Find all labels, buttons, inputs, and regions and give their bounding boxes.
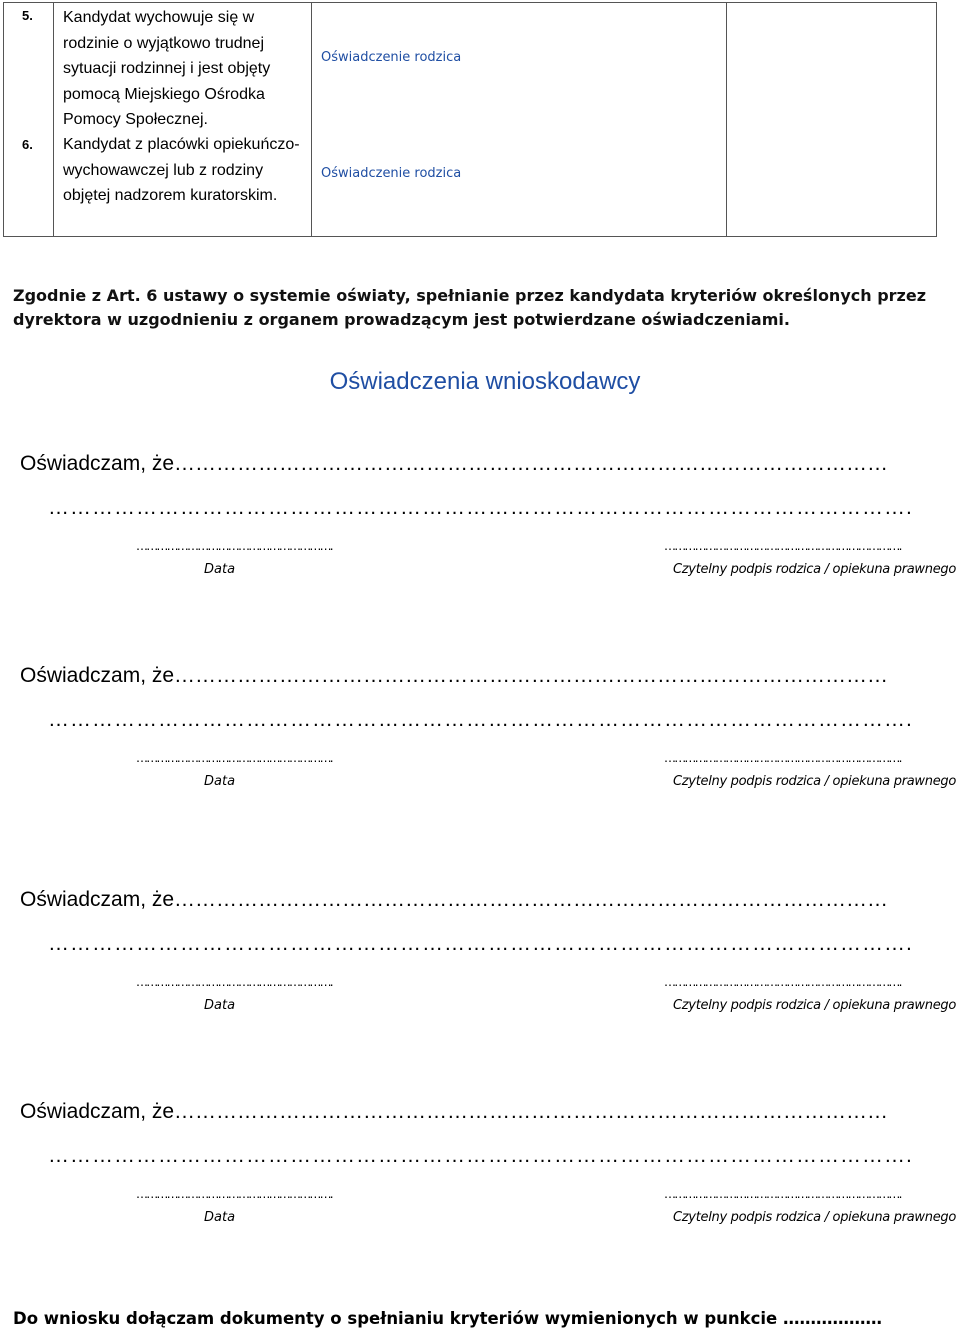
date-field[interactable]: …………………………………………………. <box>136 751 332 765</box>
signature-label: Czytelny podpis rodzica / opiekuna prawnego <box>673 562 956 577</box>
declaration-block <box>0 663 960 863</box>
document-text: Oświadczenie rodzica <box>321 166 462 181</box>
section-title: Oświadczenia wnioskodawcy <box>329 368 641 395</box>
declaration-line[interactable]: Oświadczam, że………………………………………………………………………………………… <box>20 1100 889 1123</box>
declaration-continuation-line[interactable]: ………………………………………………………………………………………………………. <box>48 932 913 955</box>
date-label: Data <box>204 1210 236 1225</box>
legal-note: Zgodnie z Art. 6 ustawy o systemie oświaty, spełnianie przez kandydata kryteriów określonych przez dyrektora w uzgodnieniu z organem prowadzącym jest potwierdzane oświadczeniami. <box>13 286 927 329</box>
document-text: Oświadczenie rodzica <box>321 50 462 65</box>
date-label: Data <box>204 998 236 1013</box>
number-column <box>4 3 54 237</box>
date-field[interactable]: …………………………………………………. <box>136 539 332 553</box>
row-number: 5. <box>22 8 33 23</box>
declaration-continuation-line[interactable]: ………………………………………………………………………………………………………. <box>48 496 913 519</box>
signature-label: Czytelny podpis rodzica / opiekuna prawnego <box>673 774 956 789</box>
declaration-block <box>0 1099 960 1299</box>
criterion-column <box>54 3 312 237</box>
declaration-continuation-line[interactable]: ………………………………………………………………………………………………………. <box>48 708 913 731</box>
date-label: Data <box>204 562 236 577</box>
signature-label: Czytelny podpis rodzica / opiekuna prawnego <box>673 998 956 1013</box>
date-field[interactable]: …………………………………………………. <box>136 975 332 989</box>
criterion-text: Kandydat z placówki opiekuńczo-wychowawczej lub z rodziny objętej nadzorem kuratorskim. <box>63 136 300 204</box>
signature-field[interactable]: ……………………………………………………………. <box>664 975 901 989</box>
declaration-line[interactable]: Oświadczam, że………………………………………………………………………………………… <box>20 888 889 911</box>
declaration-block <box>0 451 960 651</box>
declaration-continuation-line[interactable]: ………………………………………………………………………………………………………. <box>48 1144 913 1167</box>
criteria-table <box>3 2 937 237</box>
document-column <box>312 3 727 237</box>
attachment-note: Do wniosku dołączam dokumenty o spełnianiu kryteriów wymienionych w punkcie ……………… <box>13 1309 882 1328</box>
empty-column <box>727 3 937 237</box>
signature-field[interactable]: ……………………………………………………………. <box>664 539 901 553</box>
table-row <box>4 3 937 237</box>
declaration-line[interactable]: Oświadczam, że………………………………………………………………………………………… <box>20 664 889 687</box>
declaration-block <box>0 887 960 1087</box>
signature-field[interactable]: ……………………………………………………………. <box>664 1187 901 1201</box>
declaration-line[interactable]: Oświadczam, że………………………………………………………………………………………… <box>20 452 889 475</box>
criterion-text: Kandydat wychowuje się w rodzinie o wyjątkowo trudnej sytuacji rodzinnej i jest objęty pomocą Miejskiego Ośrodka Pomocy Społecznej. <box>63 9 271 128</box>
date-label: Data <box>204 774 236 789</box>
date-field[interactable]: …………………………………………………. <box>136 1187 332 1201</box>
row-number: 6. <box>22 137 33 152</box>
signature-field[interactable]: ……………………………………………………………. <box>664 751 901 765</box>
signature-label: Czytelny podpis rodzica / opiekuna prawnego <box>673 1210 956 1225</box>
